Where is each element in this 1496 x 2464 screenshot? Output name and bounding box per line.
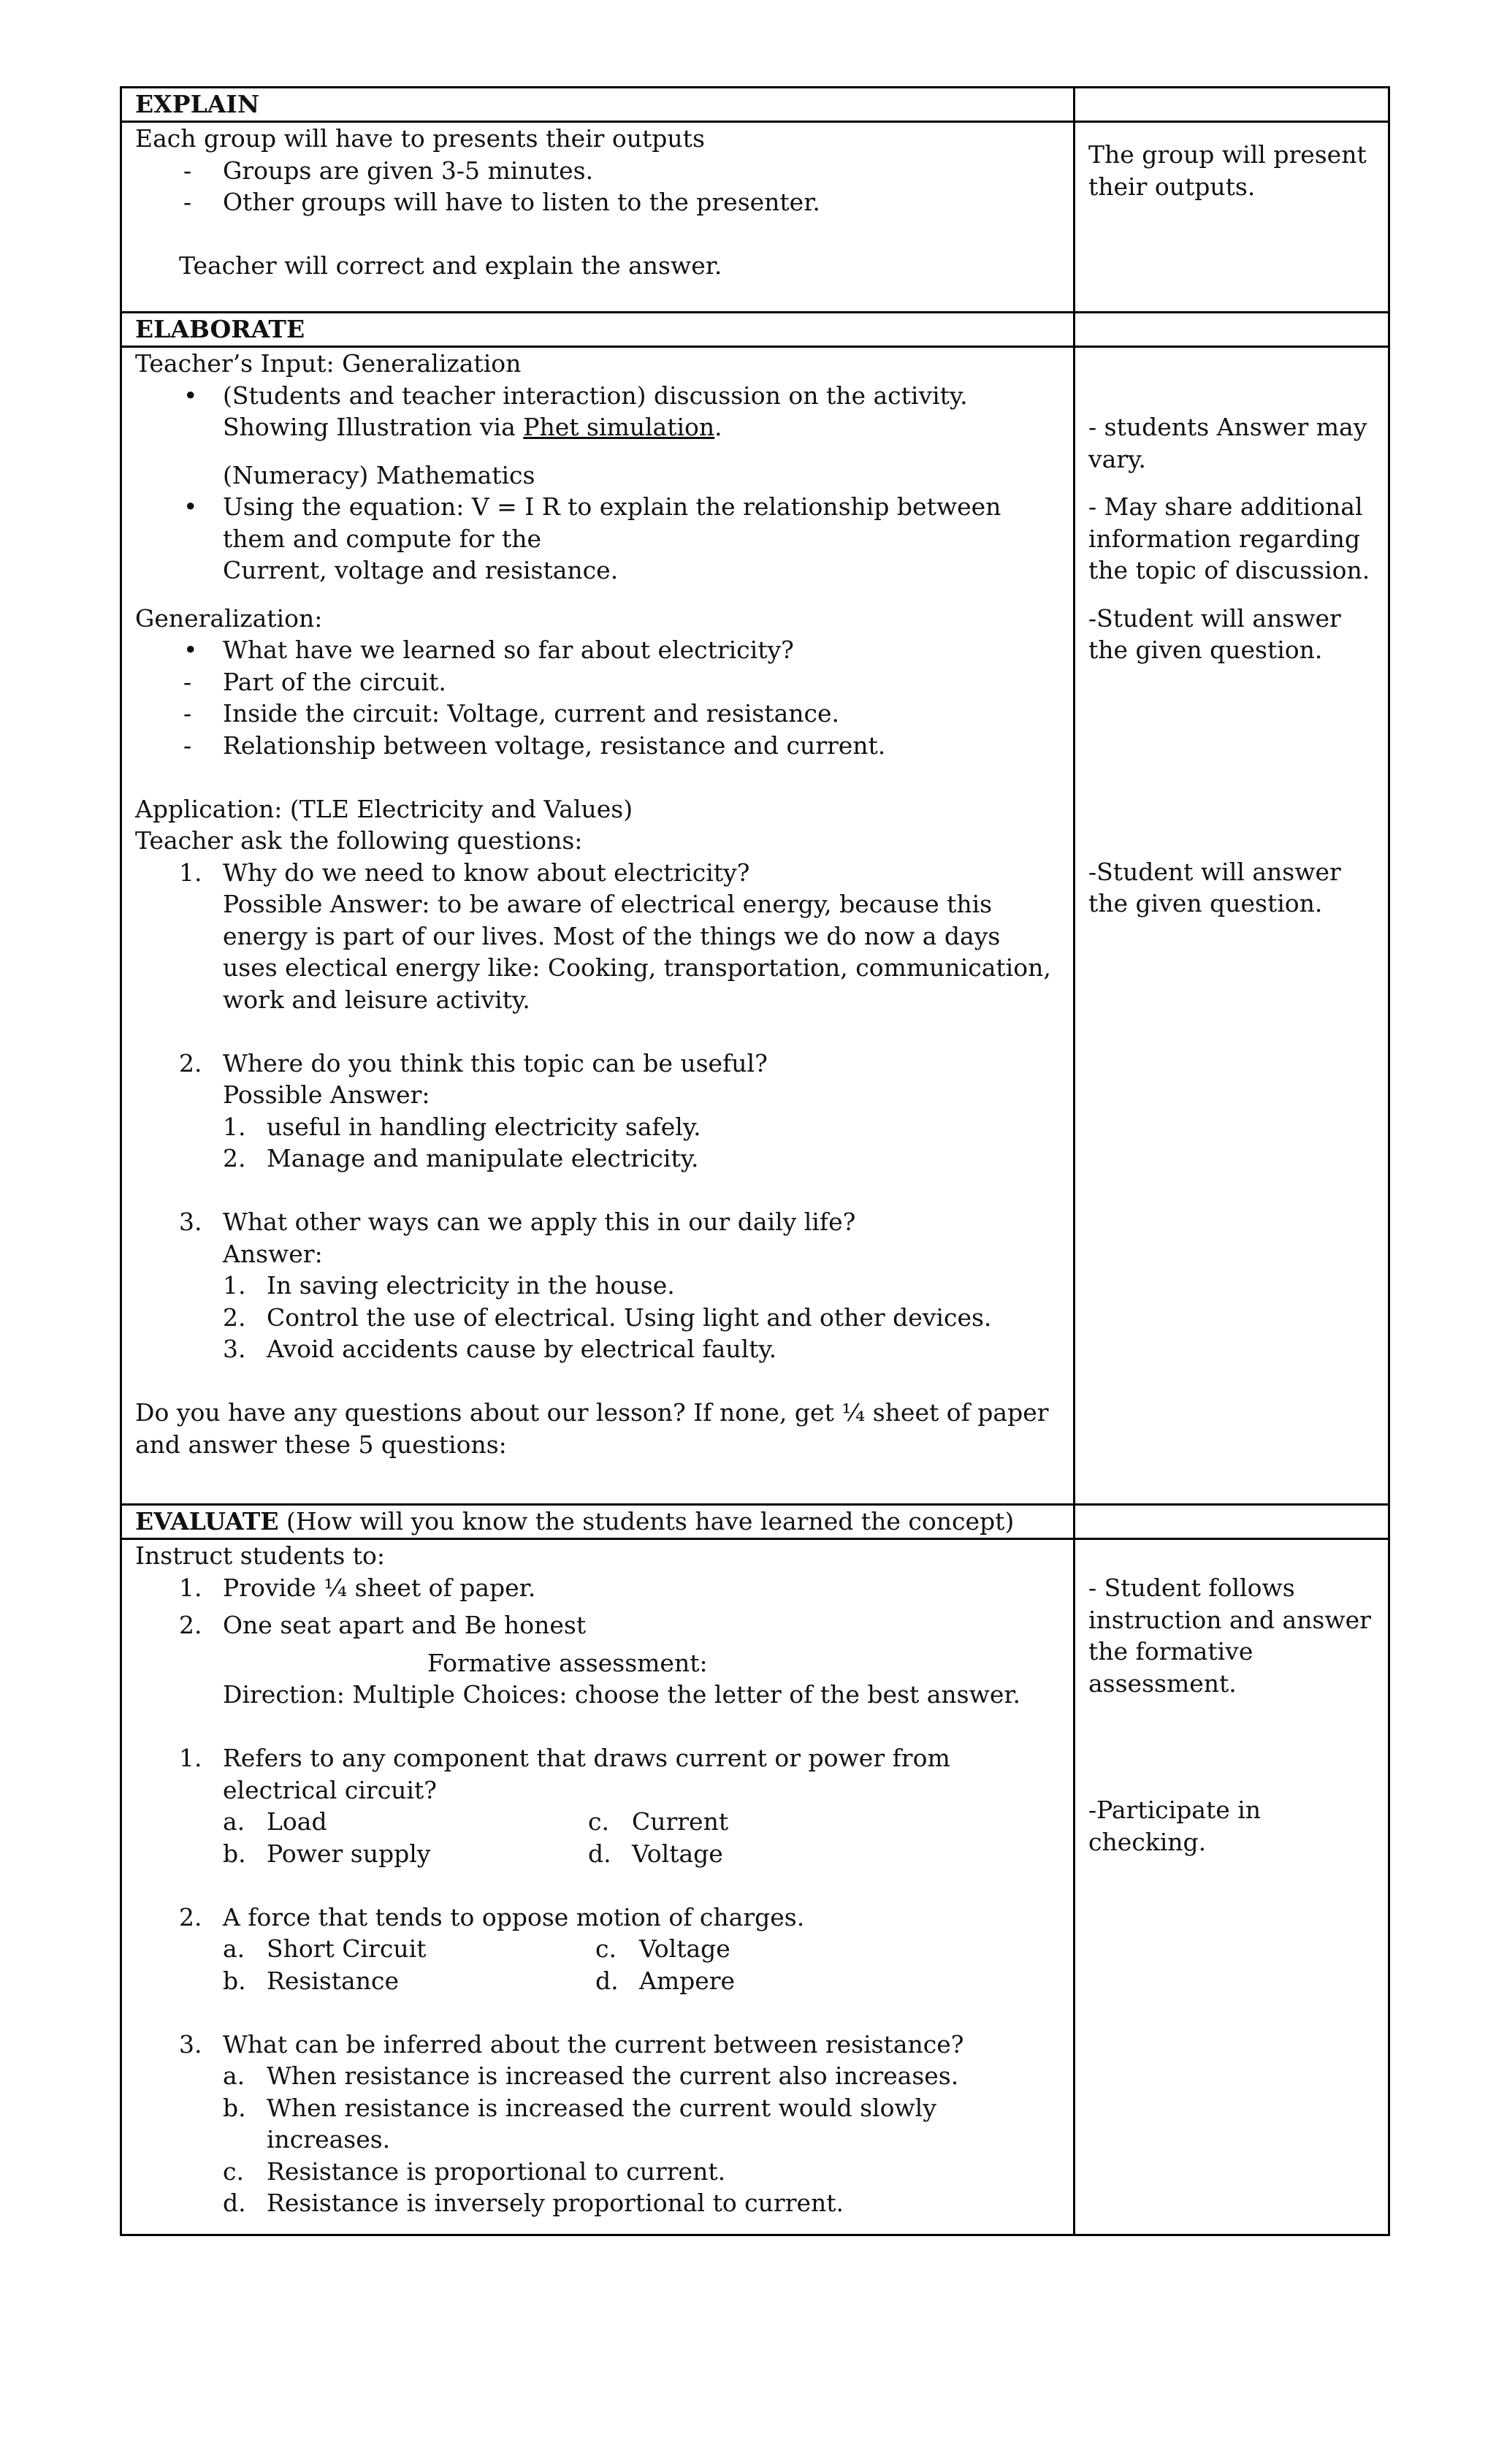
lesson-plan-table — [120, 86, 1390, 2236]
generalization-item: - Part of the circuit. — [135, 666, 1060, 698]
teacher-input-title: Teacher’s Input: Generalization — [135, 349, 522, 378]
assessment-question — [135, 1902, 1060, 2029]
answer-number: 3. — [223, 1335, 246, 1363]
equation-text: Using the equation: V = I R to explain the relationship between them and compute for the — [223, 492, 1001, 553]
choice-row — [223, 1965, 1060, 1997]
choice-a: a. Short Circuit — [223, 1934, 427, 1963]
choice-row — [223, 1838, 1060, 1870]
choice-d: d. Ampere — [595, 1966, 736, 1995]
equation-bullet — [135, 491, 1060, 587]
choice-d: d. Resistance is inversely proportional to current. — [223, 2189, 844, 2217]
question-number: 3. — [179, 1208, 202, 1236]
choice-text: Resistance is proportional to current. — [267, 2156, 726, 2186]
equation-text-cont: Current, voltage and resistance. — [223, 556, 619, 584]
answer-label: Answer: — [223, 1239, 323, 1268]
generalization-item: - Relationship between voltage, resistance and current. — [135, 730, 1060, 762]
assessment-questions — [135, 1742, 1060, 2219]
answer-text: useful in handling electricity safely. — [267, 1112, 701, 1141]
equation-bullets — [135, 491, 1060, 587]
explain-intro: Each group will have to presents their outputs — [135, 124, 705, 153]
question-answer: Possible Answer: to be aware of electrical energy, because this energy is part of our lives. Most of the things we do now a days uses electical energy like: Cooking, transportation, communication, work and leisure activity. — [223, 890, 1051, 1014]
answer-text: Avoid accidents cause by electrical faulty. — [267, 1335, 777, 1363]
choice-b: b. When resistance is increased the current would slowly increases. — [223, 2093, 936, 2154]
explain-header-row — [121, 88, 1389, 122]
answer-item — [223, 1302, 1060, 1334]
question-number: 3. — [179, 2029, 202, 2059]
generalization-item: - Inside the circuit: Voltage, current and resistance. — [135, 698, 1060, 730]
elaborate-title: ELABORATE — [135, 315, 305, 343]
choice-text: Ampere — [639, 1966, 736, 1995]
choice-b: b. Resistance — [223, 1966, 400, 1995]
application-question — [135, 1048, 1060, 1207]
answer-item — [223, 1333, 1060, 1365]
input-bullet-simulation — [135, 380, 1060, 443]
step-number: 1. — [179, 1573, 202, 1602]
question-number: 2. — [179, 1902, 202, 1931]
explain-title: EXPLAIN — [135, 90, 259, 118]
elaborate-note-3: -Student will answer the given question. — [1088, 603, 1341, 664]
choice-a: a. When resistance is increased the current also increases. — [223, 2061, 959, 2090]
formative-title: Formative assessment: — [427, 1648, 708, 1677]
evaluate-title: EVALUATE — [135, 1507, 279, 1536]
choice-text: When resistance is increased the current also increases. — [267, 2061, 959, 2090]
answer-number: 1. — [223, 1271, 246, 1300]
direction-text: Direction: Multiple Choices: choose the letter of the best answer. — [223, 1680, 1021, 1709]
question-text: Refers to any component that draws current or power from electrical circuit? — [223, 1744, 950, 1804]
answer-text: In saving electricity in the house. — [267, 1271, 675, 1300]
answer-number: 2. — [223, 1144, 246, 1172]
question-text: A force that tends to oppose motion of charges. — [223, 1902, 805, 1931]
explain-student-note: The group will present their outputs. — [1088, 140, 1367, 201]
answer-list — [223, 1111, 1060, 1175]
choice-c: c. Voltage — [595, 1934, 730, 1963]
question-number: 1. — [179, 1744, 202, 1772]
choice-text: Load — [267, 1807, 327, 1836]
bullet-text: (Students and teacher interaction) discussion on the activity. Showing Illustration via — [223, 381, 968, 441]
answer-number: 1. — [223, 1112, 246, 1141]
elaborate-header-row — [121, 313, 1389, 347]
step-text: One seat apart and Be honest — [223, 1611, 587, 1639]
question-text: What can be inferred about the current between resistance? — [223, 2029, 964, 2059]
explain-content-row — [121, 122, 1389, 313]
generalization-items — [135, 666, 1060, 762]
evaluate-note-1: - Student follows instruction and answer the formative assessment. — [1088, 1574, 1371, 1698]
choice-c: c. Resistance is proportional to current. — [223, 2156, 726, 2186]
input-bullets — [135, 380, 1060, 443]
application-title: Application: (TLE Electricity and Values) — [135, 794, 633, 823]
closing-text: Do you have any questions about our lesson? If none, get ¼ sheet of paper and answer these 5 questions: — [135, 1398, 1049, 1459]
explain-teacher-note: Teacher will correct and explain the answer. — [179, 251, 722, 280]
application-questions — [135, 857, 1060, 1365]
assessment-question — [135, 2029, 1060, 2219]
phet-simulation-link[interactable]: Phet simulation — [523, 413, 715, 441]
choice-text: Voltage — [632, 1839, 723, 1868]
choice-text: Resistance — [267, 1966, 400, 1995]
bullet-text-end: . — [714, 413, 722, 441]
question-text: Where do you think this topic can be useful? — [223, 1048, 768, 1077]
answer-text: Control the use of electrical. Using light and other devices. — [267, 1302, 992, 1332]
assessment-question — [135, 1742, 1060, 1902]
generalization-title: Generalization: — [135, 603, 323, 633]
evaluate-note-2: -Participate in checking. — [1088, 1796, 1262, 1856]
choice-b: b. Power supply — [223, 1839, 431, 1868]
question-text: What other ways can we apply this in our daily life? — [223, 1208, 856, 1236]
choice-text: Power supply — [267, 1839, 431, 1868]
instruction-steps — [135, 1572, 1060, 1641]
evaluate-subtitle: (How will you know the students have learned the concept) — [278, 1507, 1015, 1536]
elaborate-note-4: -Student will answer the given question. — [1088, 857, 1341, 918]
choice-text: Voltage — [639, 1934, 730, 1963]
question-number: 2. — [179, 1048, 202, 1077]
generalization-question: • What have we learned so far about electricity? — [135, 634, 1060, 666]
instruction-step — [135, 1572, 1060, 1604]
question-number: 1. — [179, 858, 202, 887]
answer-item — [223, 1111, 1060, 1143]
answer-number: 2. — [223, 1302, 246, 1332]
generalization-bullets — [135, 634, 1060, 666]
choice-text: When resistance is increased the current would slowly increases. — [267, 2093, 936, 2154]
question-text: Why do we need to know about electricity? — [223, 858, 750, 887]
application-intro: Teacher ask the following questions: — [135, 826, 583, 855]
answer-text: Manage and manipulate electricity. — [267, 1144, 699, 1172]
choice-text: Short Circuit — [267, 1934, 427, 1963]
choice-text: Resistance is inversely proportional to current. — [267, 2189, 844, 2217]
numeracy-label: (Numeracy) Mathematics — [223, 460, 535, 489]
step-number: 2. — [179, 1611, 202, 1639]
choice-c: c. Current — [588, 1807, 729, 1836]
choice-list — [223, 2060, 1060, 2219]
application-question — [135, 857, 1060, 1048]
elaborate-note-2: - May share additional information regarding the topic of discussion. — [1088, 492, 1370, 584]
choice-row — [223, 1933, 1060, 1965]
choice-d: d. Voltage — [588, 1839, 723, 1868]
explain-items — [135, 155, 1060, 218]
instruction-step — [135, 1609, 1060, 1641]
answer-item — [223, 1143, 1060, 1175]
choice-text: Current — [632, 1807, 729, 1836]
elaborate-content-row — [121, 347, 1389, 1505]
answer-list — [223, 1270, 1060, 1365]
choice-row — [223, 1806, 1060, 1838]
explain-item: - Groups are given 3-5 minutes. — [135, 155, 1060, 187]
choice-a: a. Load — [223, 1807, 327, 1836]
application-question — [135, 1206, 1060, 1365]
answer-item — [223, 1270, 1060, 1302]
answer-label: Possible Answer: — [223, 1080, 430, 1109]
instruct-label: Instruct students to: — [135, 1541, 386, 1570]
elaborate-note-1: - students Answer may vary. — [1088, 413, 1367, 473]
evaluate-header-row — [121, 1505, 1389, 1539]
step-text: Provide ¼ sheet of paper. — [223, 1573, 536, 1602]
explain-item: - Other groups will have to listen to the presenter. — [135, 186, 1060, 218]
evaluate-content-row — [121, 1539, 1389, 2235]
